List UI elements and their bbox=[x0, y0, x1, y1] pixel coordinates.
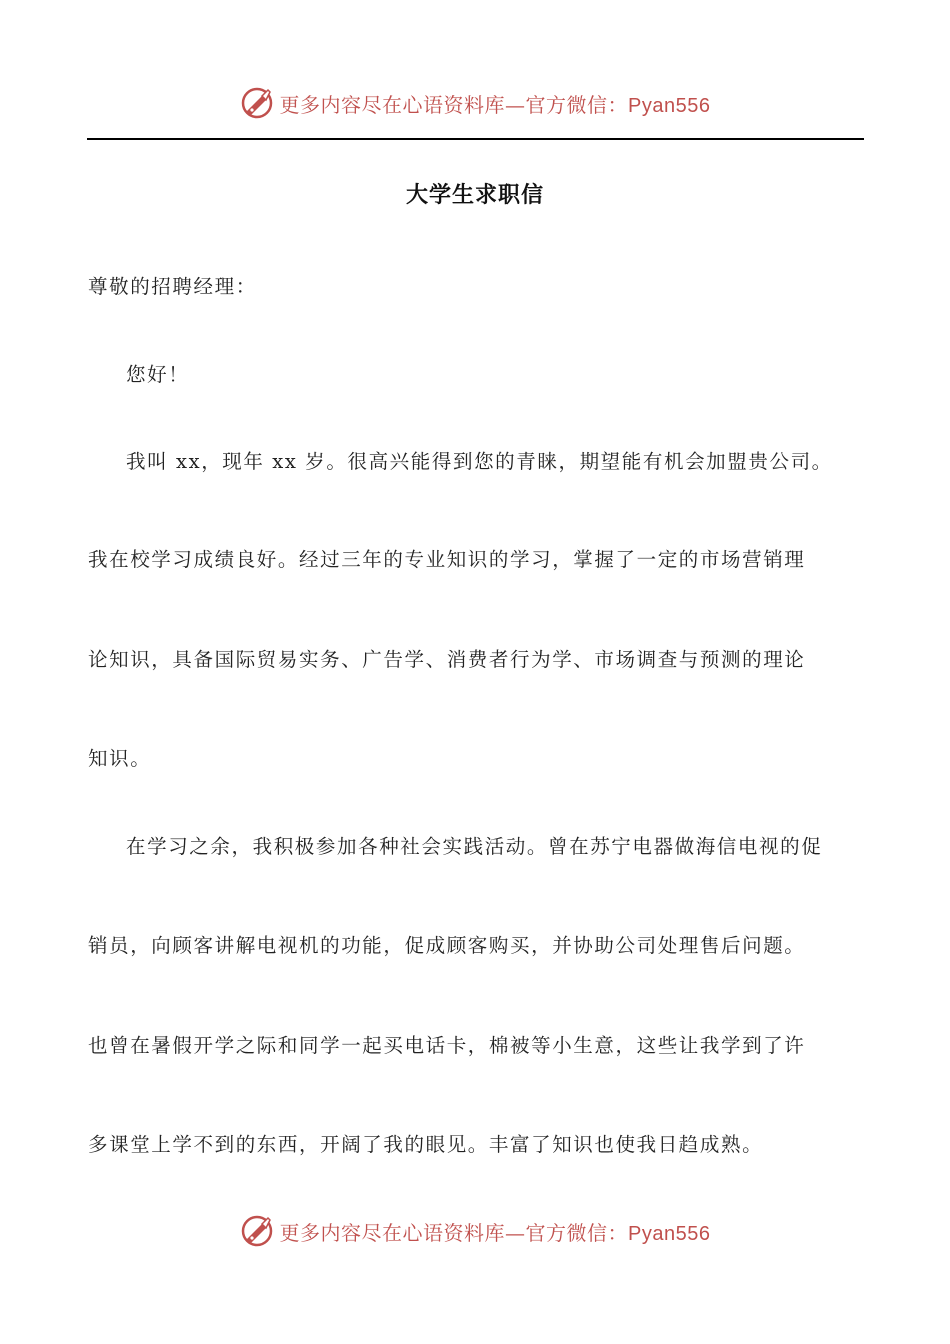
document-title: 大学生求职信 bbox=[405, 183, 544, 208]
banner-separator: — bbox=[505, 1220, 526, 1245]
header-banner-text bbox=[280, 89, 711, 118]
body-line: 知识。 bbox=[88, 747, 152, 770]
banner-contact-text: 官方微信： bbox=[525, 1220, 629, 1245]
banner-contact-text: 官方微信： bbox=[525, 92, 629, 117]
banner-wechat-id: Pyan556 bbox=[628, 1222, 711, 1245]
body-line: 我在校学习成绩良好。经过三年的专业知识的学习，掌握了一定的市场营销理 bbox=[88, 548, 806, 571]
pen-nib-logo-icon bbox=[240, 1214, 274, 1248]
banner-wechat-id: Pyan556 bbox=[628, 94, 711, 117]
footer-banner-text bbox=[280, 1217, 711, 1246]
body-line: 在学习之余，我积极参加各种社会实践活动。曾在苏宁电器做海信电视的促 bbox=[126, 835, 823, 858]
body-line: 多课堂上学不到的东西，开阔了我的眼见。丰富了知识也使我日趋成熟。 bbox=[88, 1133, 764, 1156]
pen-nib-logo-icon bbox=[240, 86, 274, 120]
banner-site-text: 更多内容尽在心语资料库 bbox=[279, 92, 506, 117]
body-line: 销员，向顾客讲解电视机的功能，促成顾客购买，并协助公司处理售后问题。 bbox=[88, 934, 806, 957]
banner-separator: — bbox=[505, 92, 526, 117]
footer-banner bbox=[0, 1211, 950, 1251]
body-line: 我叫 xx，现年 xx 岁。很高兴能得到您的青睐，期望能有机会加盟贵公司。 bbox=[126, 450, 833, 473]
banner-site-text: 更多内容尽在心语资料库 bbox=[279, 1220, 506, 1245]
greeting: 您好！ bbox=[126, 363, 190, 386]
body-line: 也曾在暑假开学之际和同学一起买电话卡，棉被等小生意，这些让我学到了许 bbox=[88, 1034, 806, 1057]
salutation: 尊敬的招聘经理： bbox=[88, 275, 257, 298]
header-divider bbox=[87, 138, 864, 140]
header-banner bbox=[0, 83, 950, 123]
body-line: 论知识，具备国际贸易实务、广告学、消费者行为学、市场调查与预测的理论 bbox=[88, 648, 806, 671]
